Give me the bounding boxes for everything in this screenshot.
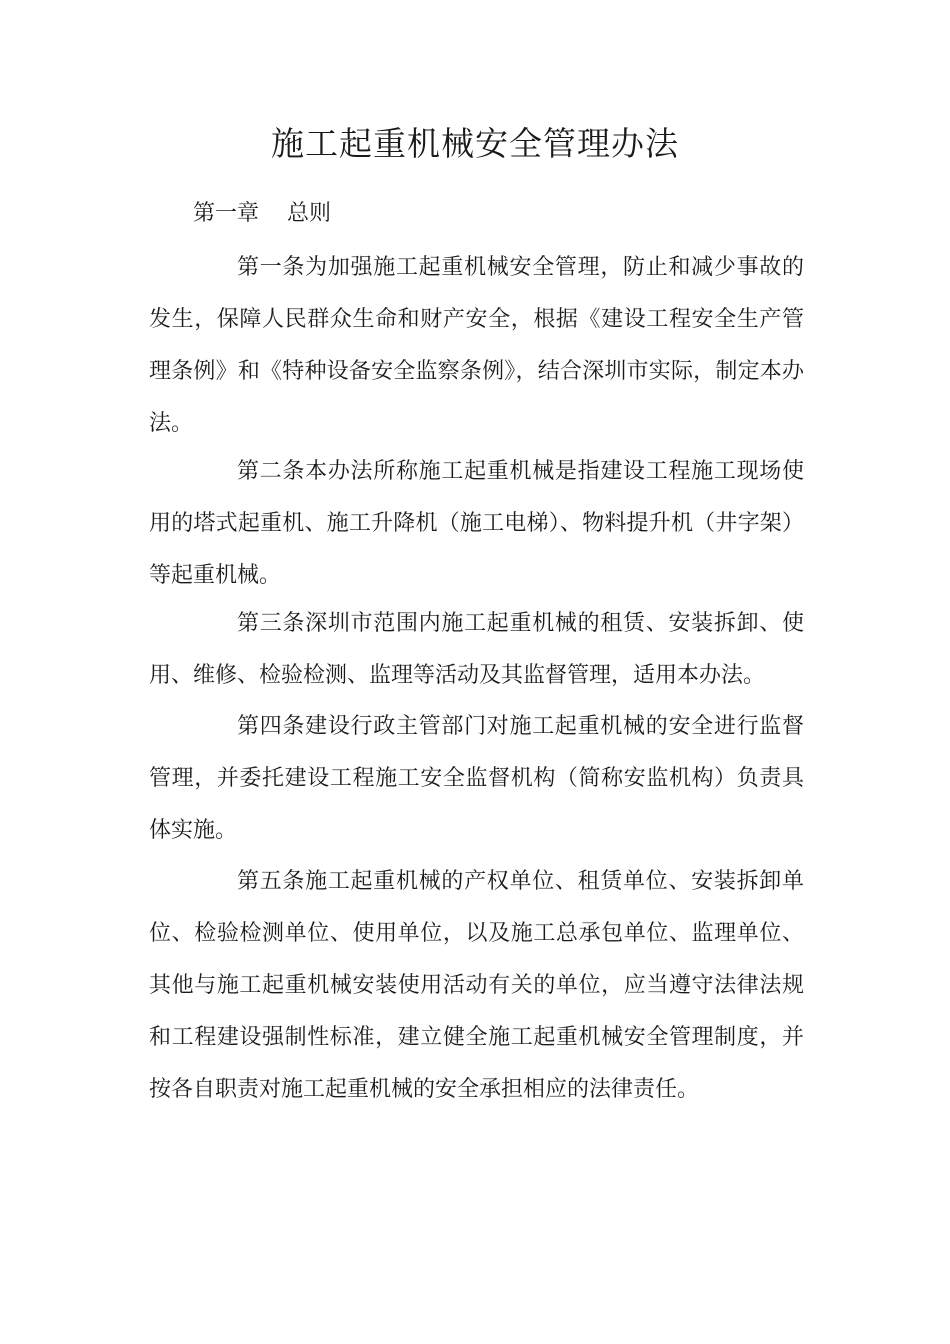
article-1: 第一条为加强施工起重机械安全管理，防止和减少事故的发生，保障人民群众生命和财产安全，根据《建设工程安全生产管理条例》和《特种设备安全监察条例》，结合深圳市实际，制定本办法。 <box>149 255 804 436</box>
article-2: 第二条本办法所称施工起重机械是指建设工程施工现场使用的塔式起重机、施工升降机（施工电梯）、物料提升机（井字架）等起重机械。 <box>149 459 804 588</box>
article-5: 第五条施工起重机械的产权单位、租赁单位、安装拆卸单位、检验检测单位、使用单位，以及施工总承包单位、监理单位、其他与施工起重机械安装使用活动有关的单位，应当遵守法律法规和工程建设强制性标准，建立健全施工起重机械安全管理制度，并按各自职责对施工起重机械的安全承担相应的法律责任。 <box>149 869 804 1102</box>
article-4: 第四条建设行政主管部门对施工起重机械的安全进行监督管理，并委托建设工程施工安全监督机构（简称安监机构）负责具体实施。 <box>149 714 804 843</box>
chapter-heading: 第一章 总则 <box>193 201 331 226</box>
document-title: 施工起重机械安全管理办法 <box>271 124 679 163</box>
article-3: 第三条深圳市范围内施工起重机械的租赁、安装拆卸、使用、维修、检验检测、监理等活动及其监督管理，适用本办法。 <box>149 611 804 688</box>
